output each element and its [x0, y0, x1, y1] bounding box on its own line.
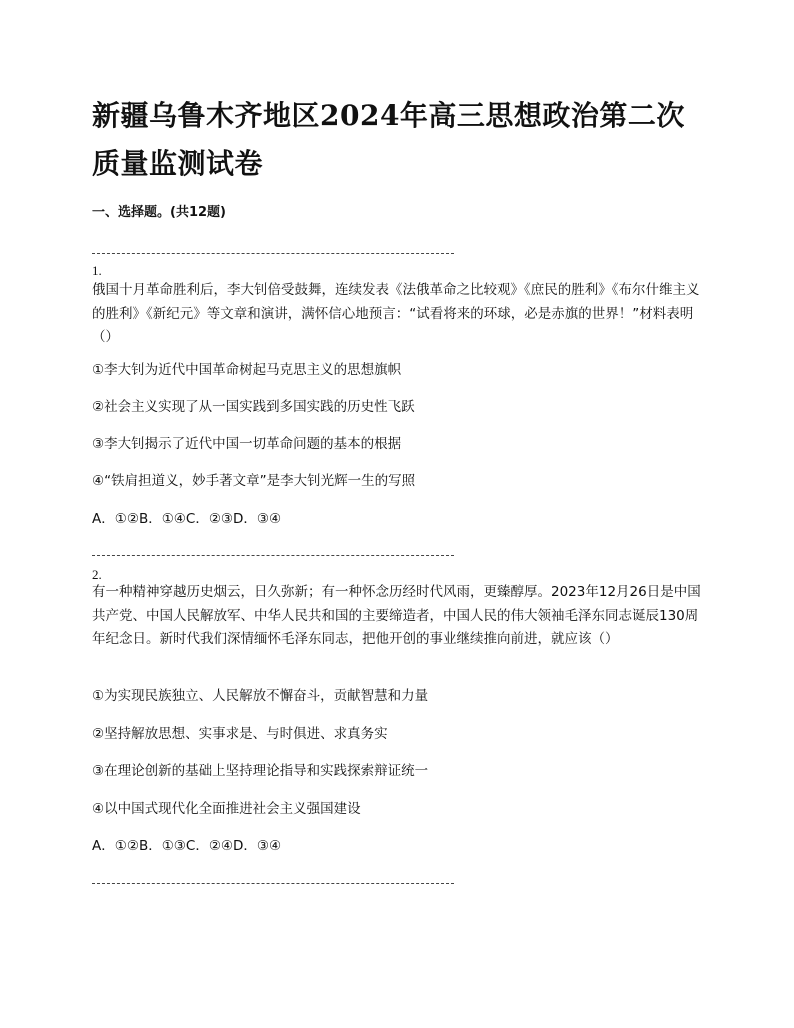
- question-option: ④“铁肩担道义，妙手著文章”是李大钊光辉一生的写照: [92, 473, 416, 489]
- answer-choices: A．①②B．①④C．②③D．③④: [92, 511, 282, 527]
- question-option: ①为实现民族独立、人民解放不懈奋斗，贡献智慧和力量: [92, 688, 429, 704]
- question-number: 1.: [92, 263, 102, 278]
- question-option: ②坚持解放思想、实事求是、与时俱进、求真务实: [92, 726, 388, 742]
- question-option: ②社会主义实现了从一国实践到多国实践的历史性飞跃: [92, 399, 415, 415]
- question-stem: 有一种精神穿越历史烟云，日久弥新；有一种怀念历经时代风雨，更臻醇厚。2023年12月26日是中国共产党、中国人民解放军、中华人民共和国的主要缔造者，中国人民的伟大领袖毛泽东同志诞辰130周年纪念日。新时代我们深情缅怀毛泽东同志，把他开创的事业继续推向前进，就应该（）: [92, 584, 701, 647]
- answer-choices: A．①②B．①③C．②④D．③④: [92, 838, 282, 854]
- document-title: 新疆乌鲁木齐地区2024年高三思想政治第二次质量监测试卷: [92, 99, 685, 180]
- question-stem: 俄国十月革命胜利后，李大钊倍受鼓舞，连续发表《法俄革命之比较观》《庶民的胜利》《布尔什维主义的胜利》《新纪元》等文章和演讲，满怀信心地预言：“试看将来的环球，必是赤旗的世界！”材料表明（）: [92, 282, 700, 345]
- question-option: ③李大钊揭示了近代中国一切革命问题的基本的根据: [92, 436, 402, 452]
- question-divider: [92, 883, 454, 884]
- question-number: 2.: [92, 567, 102, 582]
- question-divider: [92, 253, 454, 254]
- question-divider: [92, 555, 454, 556]
- question-option: ①李大钊为近代中国革命树起马克思主义的思想旗帜: [92, 362, 402, 378]
- question-option: ③在理论创新的基础上坚持理论指导和实践探索辩证统一: [92, 763, 429, 779]
- question-option: ④以中国式现代化全面推进社会主义强国建设: [92, 801, 361, 817]
- section-heading: 一、选择题。(共12题): [92, 205, 226, 220]
